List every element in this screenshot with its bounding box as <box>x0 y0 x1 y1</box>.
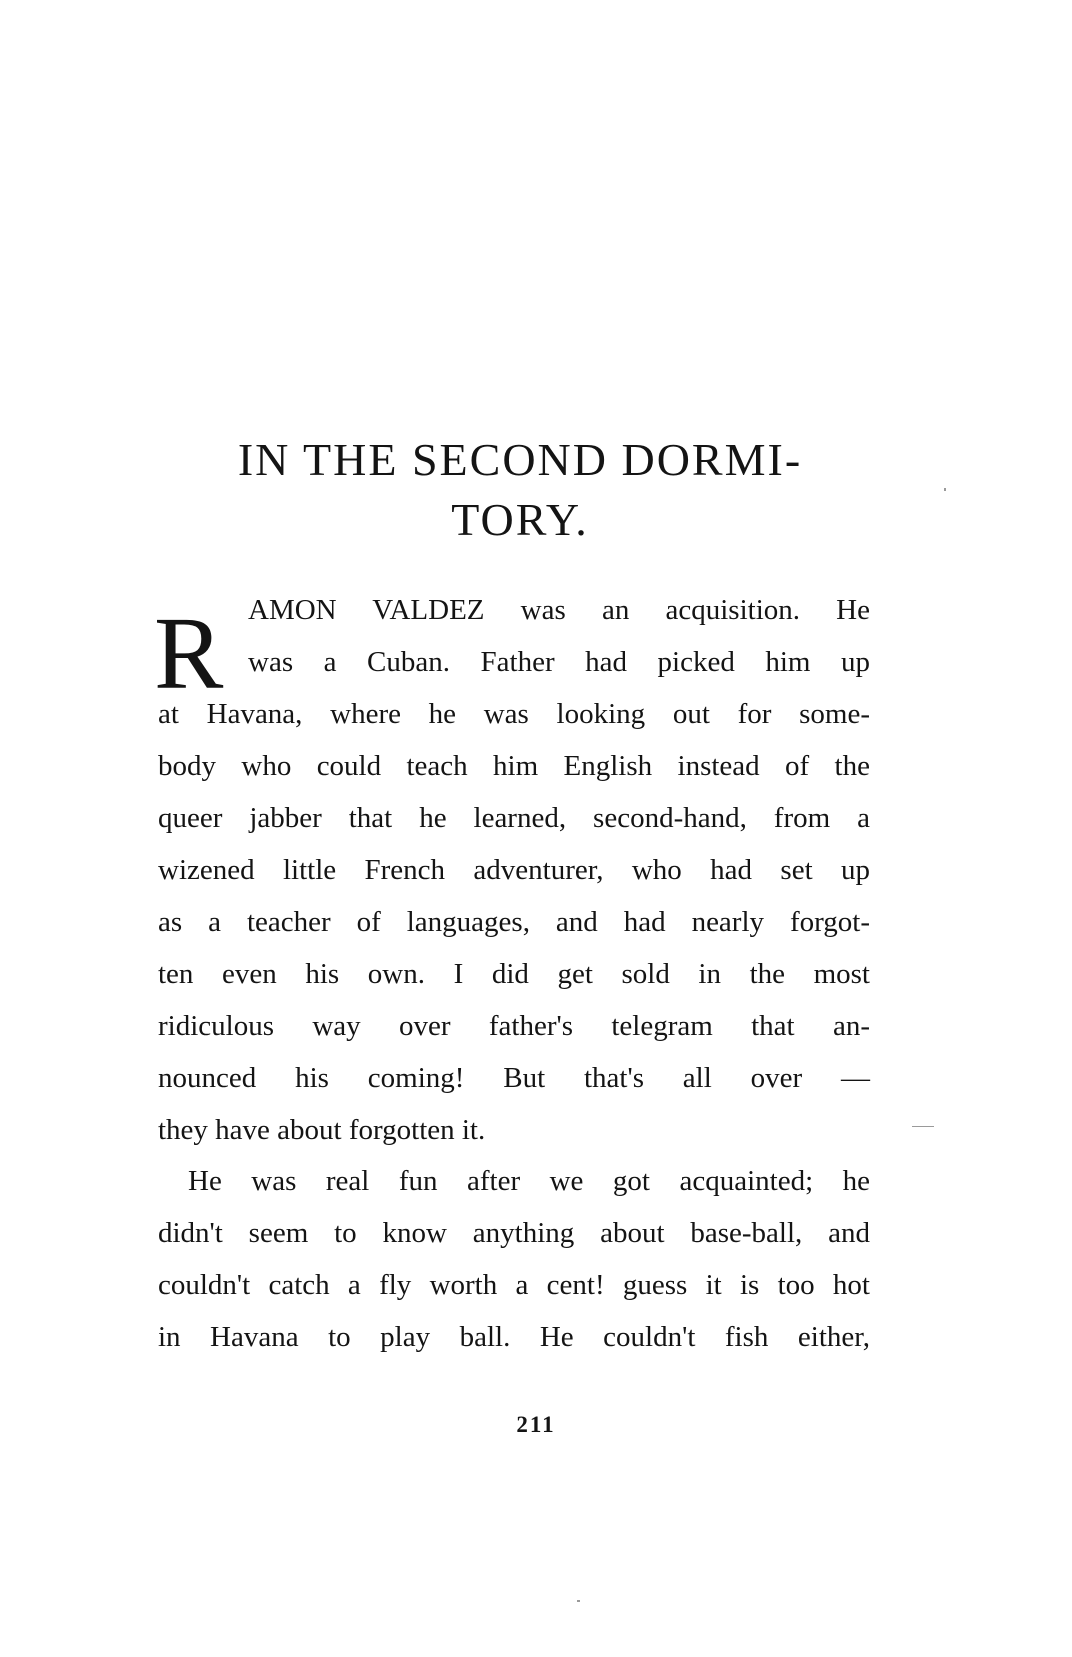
text-line: queer jabber that he learned, second-hand, from a <box>158 802 870 834</box>
drop-cap: R <box>154 596 224 711</box>
text-line: AMON VALDEZ was an acquisition. He <box>248 594 870 626</box>
text-line: wizened little French adventurer, who had set up <box>158 854 870 886</box>
chapter-title-line-1: IN THE SECOND DORMI- <box>237 434 803 485</box>
text-line: didn't seem to know anything about base-ball, and <box>158 1217 870 1249</box>
chapter-title-line-2: TORY. <box>451 494 589 545</box>
text-line: He was real fun after we got acquainted; he <box>188 1165 870 1197</box>
text-line: as a teacher of languages, and had nearly forgot- <box>158 906 870 938</box>
scan-speck <box>912 1126 934 1127</box>
scan-speck <box>944 488 946 491</box>
text-line: couldn't catch a fly worth a cent! guess it is too hot <box>158 1269 870 1301</box>
text-line: nounced his coming! But that's all over — <box>158 1062 870 1094</box>
text-line: body who could teach him English instead of the <box>158 750 870 782</box>
page-number: 211 <box>516 1412 556 1437</box>
text-line: at Havana, where he was looking out for some- <box>158 698 870 730</box>
text-line: ten even his own. I did get sold in the most <box>158 958 870 990</box>
scan-speck <box>577 1600 580 1602</box>
text-line: ridiculous way over father's telegram that an- <box>158 1010 870 1042</box>
text-line: they have about forgotten it. <box>158 1114 486 1146</box>
text-line: in Havana to play ball. He couldn't fish either, <box>158 1321 870 1353</box>
text-line: was a Cuban. Father had picked him up <box>248 646 870 678</box>
